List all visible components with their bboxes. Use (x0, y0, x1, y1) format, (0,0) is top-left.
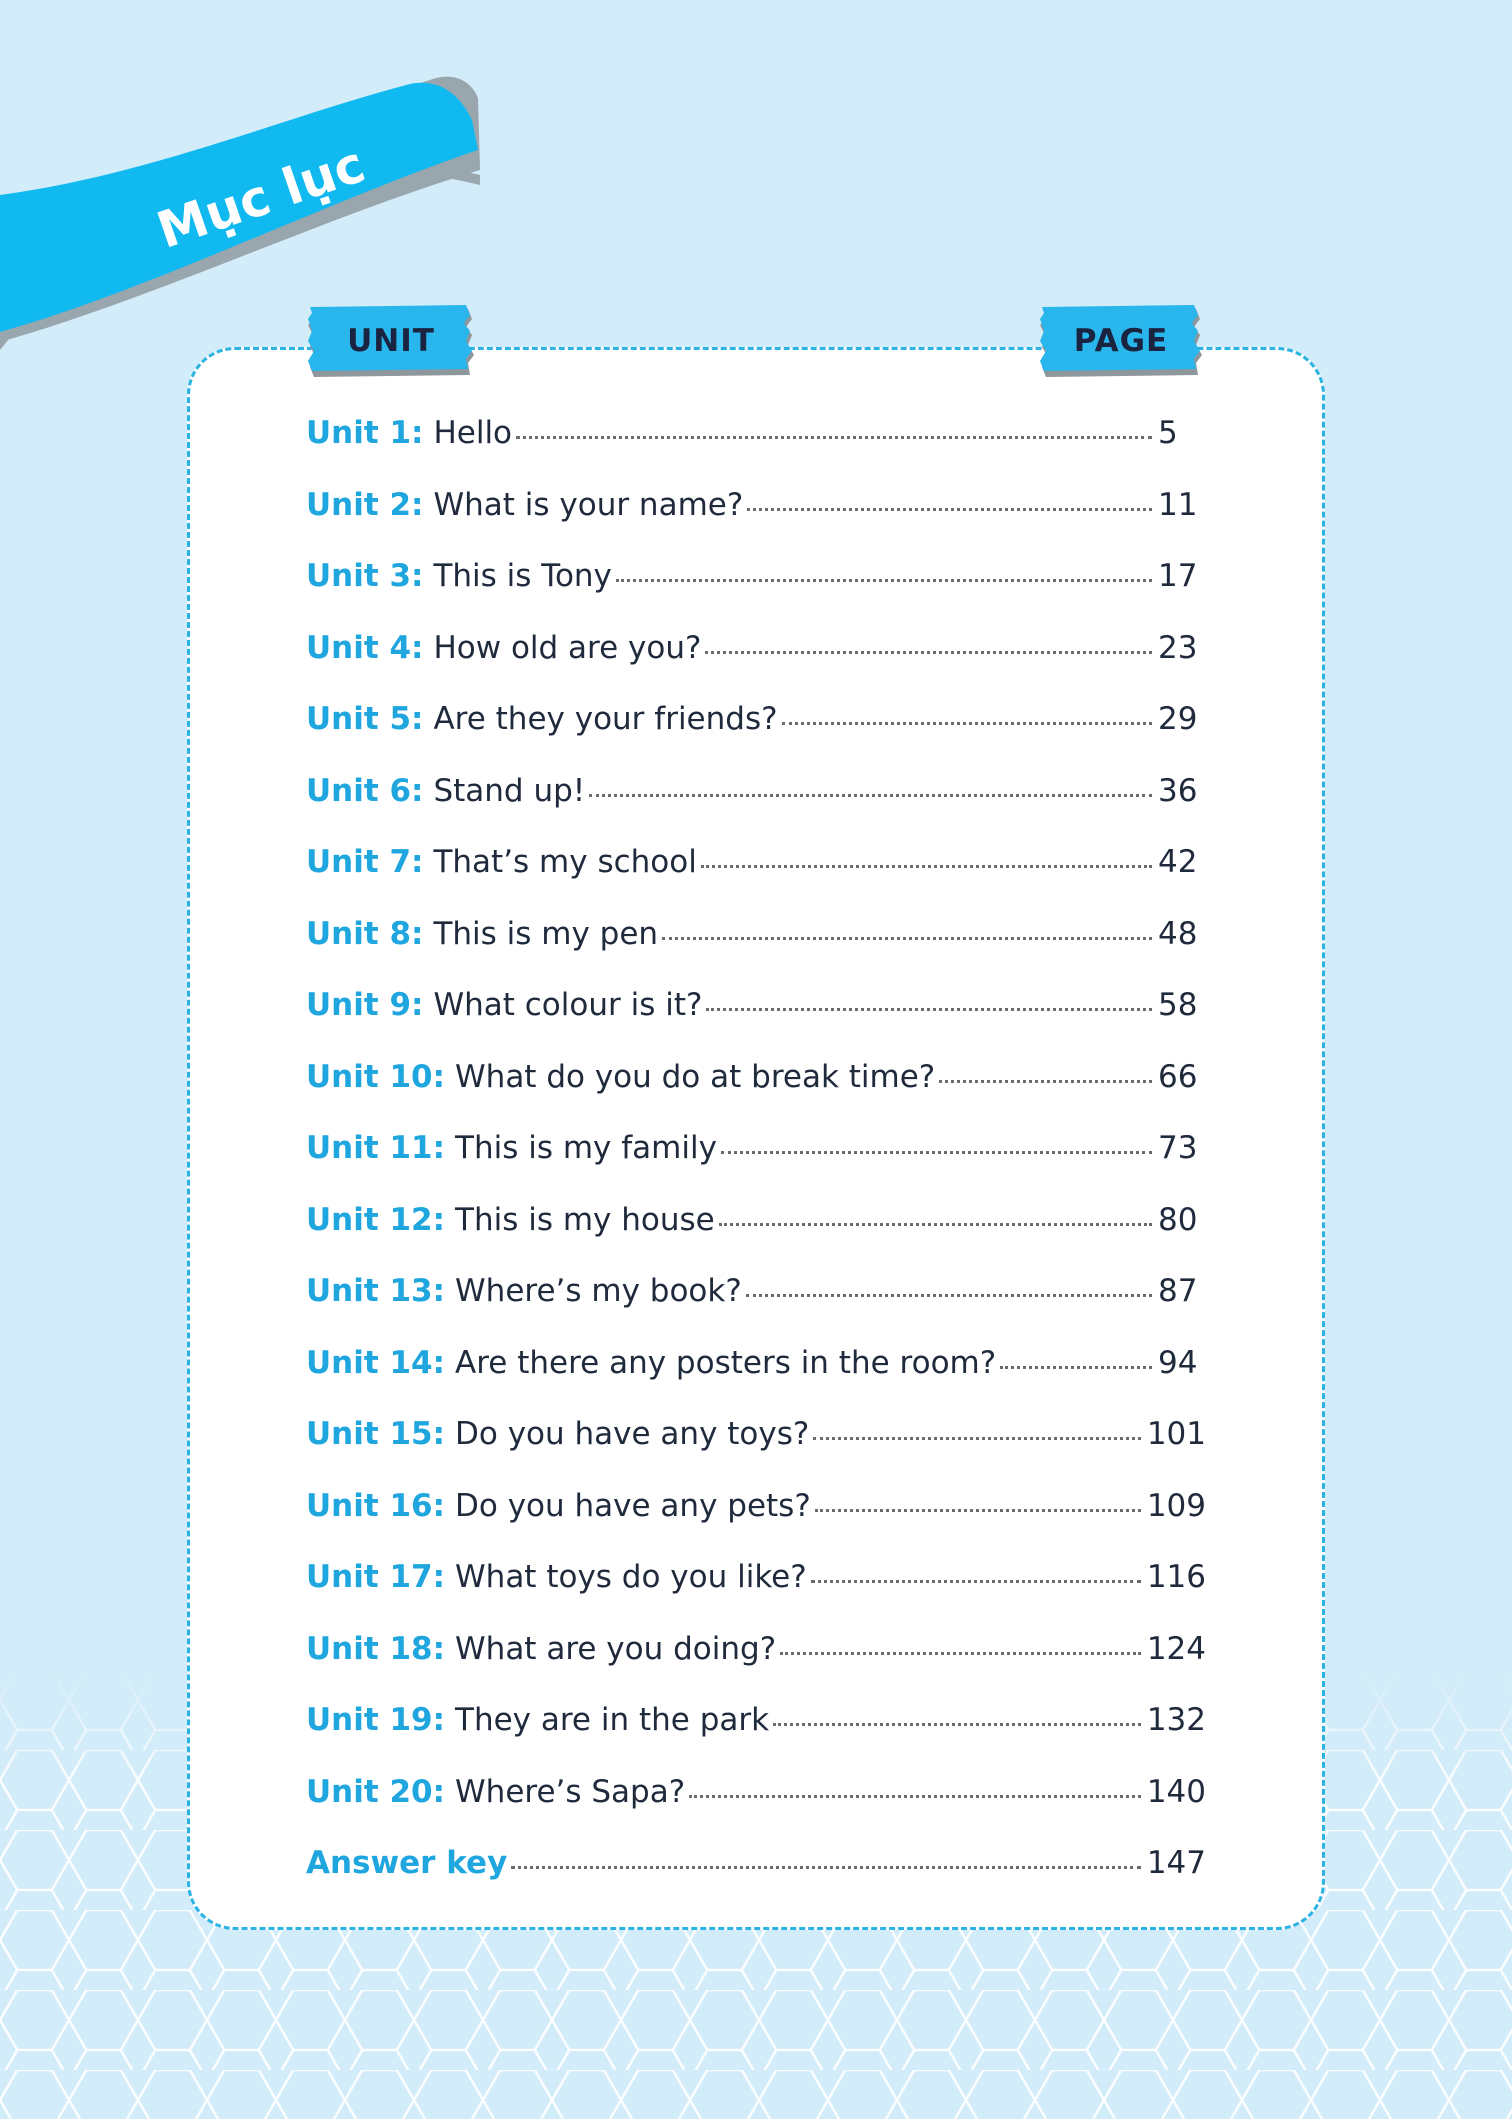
page-number: 17 (1158, 558, 1198, 594)
unit-title: This is my pen (433, 915, 659, 952)
page-number: 124 (1146, 1630, 1206, 1667)
dot-leader (706, 1008, 1152, 1011)
unit-label: Unit 4: (306, 629, 424, 666)
unit-label: Unit 9: (306, 987, 424, 1023)
page-title: Mục lục (150, 135, 372, 260)
unit-title: Do you have any toys? (455, 1416, 810, 1452)
page-number: 94 (1158, 1344, 1198, 1381)
page-number: 116 (1146, 1559, 1206, 1595)
toc-entry[interactable] (306, 1130, 1206, 1202)
dot-leader (782, 722, 1152, 725)
unit-title: Hello (433, 415, 513, 451)
unit-title: What is your name? (433, 486, 744, 523)
dot-leader (721, 1151, 1152, 1154)
page-number: 29 (1158, 701, 1198, 737)
unit-title: Are there any posters in the room? (455, 1344, 997, 1381)
page-number: 140 (1146, 1773, 1206, 1810)
page-number: 101 (1146, 1416, 1206, 1452)
unit-title: This is my family (455, 1130, 717, 1166)
page-number: 109 (1146, 1487, 1206, 1524)
unit-title: What are you doing? (455, 1630, 777, 1667)
page-number: 23 (1158, 629, 1198, 666)
toc-entry[interactable] (306, 1202, 1206, 1274)
unit-label: Unit 19: (306, 1702, 446, 1738)
dot-leader (662, 937, 1152, 940)
dot-leader (747, 508, 1152, 511)
toc-entry[interactable] (306, 701, 1206, 773)
unit-title: What toys do you like? (455, 1559, 807, 1595)
dot-leader (701, 865, 1152, 868)
dot-leader (511, 1866, 1141, 1869)
unit-title: They are in the park (455, 1702, 770, 1738)
answer-key-label: Answer key (306, 1845, 508, 1881)
toc-entry[interactable] (306, 773, 1206, 845)
toc-entry-answer-key[interactable] (306, 1845, 1206, 1917)
unit-label: Unit 15: (306, 1416, 446, 1452)
unit-label: Unit 6: (306, 772, 424, 809)
page-number: 42 (1158, 844, 1198, 880)
page-number: 11 (1158, 486, 1198, 523)
unit-label: Unit 14: (306, 1344, 446, 1381)
toc-entry[interactable] (306, 1059, 1206, 1131)
unit-title: How old are you? (433, 629, 702, 666)
page-number: 5 (1158, 415, 1178, 451)
toc-entry[interactable] (306, 1273, 1206, 1345)
unit-title: This is Tony (433, 558, 612, 594)
toc-entry[interactable] (306, 1345, 1206, 1417)
unit-label: Unit 16: (306, 1487, 446, 1524)
unit-label: Unit 2: (306, 486, 424, 523)
dot-leader (689, 1795, 1141, 1798)
dot-leader (773, 1723, 1141, 1726)
dot-leader (780, 1652, 1141, 1655)
page-number: 87 (1158, 1273, 1198, 1309)
toc-entry[interactable] (306, 916, 1206, 988)
unit-header-tag (308, 305, 474, 377)
unit-label: Unit 1: (306, 415, 424, 451)
unit-label: Unit 20: (306, 1773, 446, 1810)
dot-leader (719, 1223, 1152, 1226)
unit-label: Unit 7: (306, 844, 424, 880)
dot-leader (811, 1580, 1141, 1583)
unit-label: Unit 12: (306, 1201, 446, 1238)
toc-entry[interactable] (306, 1774, 1206, 1846)
toc-entry[interactable] (306, 487, 1206, 559)
unit-title: Stand up! (433, 772, 586, 809)
toc-entry[interactable] (306, 558, 1206, 630)
dot-leader (705, 651, 1152, 654)
toc-entry[interactable] (306, 1488, 1206, 1560)
unit-title: This is my house (455, 1201, 715, 1238)
page-header-tag (1040, 305, 1202, 377)
unit-title: Where’s Sapa? (455, 1773, 686, 1810)
unit-label: Unit 11: (306, 1130, 446, 1166)
toc-entry[interactable] (306, 1702, 1206, 1774)
unit-title: That’s my school (433, 844, 697, 880)
unit-label: Unit 8: (306, 915, 424, 952)
page-number: 132 (1146, 1702, 1206, 1738)
toc-entry[interactable] (306, 844, 1206, 916)
unit-title: Do you have any pets? (455, 1487, 811, 1524)
dot-leader (589, 794, 1152, 797)
dot-leader (516, 436, 1152, 439)
dot-leader (1000, 1366, 1152, 1369)
page-header-label: PAGE (1073, 323, 1169, 359)
toc-entry[interactable] (306, 630, 1206, 702)
page-number: 73 (1158, 1130, 1198, 1166)
toc-entry[interactable] (306, 987, 1206, 1059)
unit-title: Where’s my book? (455, 1273, 742, 1309)
page-number: 48 (1158, 915, 1198, 952)
toc-entry[interactable] (306, 1559, 1206, 1631)
unit-title: What do you do at break time? (455, 1058, 936, 1095)
dot-leader (813, 1437, 1140, 1440)
toc-entry[interactable] (306, 1631, 1206, 1703)
dot-leader (616, 579, 1152, 582)
unit-label: Unit 18: (306, 1630, 446, 1667)
unit-title: What colour is it? (433, 987, 703, 1023)
toc-list (306, 415, 1206, 1917)
toc-entry[interactable] (306, 1416, 1206, 1488)
unit-label: Unit 3: (306, 558, 424, 594)
unit-label: Unit 10: (306, 1058, 446, 1095)
toc-entry[interactable] (306, 415, 1206, 487)
page-number: 80 (1158, 1201, 1198, 1238)
unit-label: Unit 5: (306, 701, 424, 737)
page-number: 66 (1158, 1058, 1198, 1095)
dot-leader (939, 1080, 1152, 1083)
dot-leader (746, 1294, 1152, 1297)
page-number: 36 (1158, 772, 1198, 809)
unit-title: Are they your friends? (433, 701, 778, 737)
dot-leader (815, 1509, 1141, 1512)
unit-label: Unit 17: (306, 1559, 446, 1595)
unit-label: Unit 13: (306, 1273, 446, 1309)
page-number: 147 (1146, 1845, 1206, 1881)
page-number: 58 (1158, 987, 1198, 1023)
unit-header-label: UNIT (347, 323, 435, 359)
